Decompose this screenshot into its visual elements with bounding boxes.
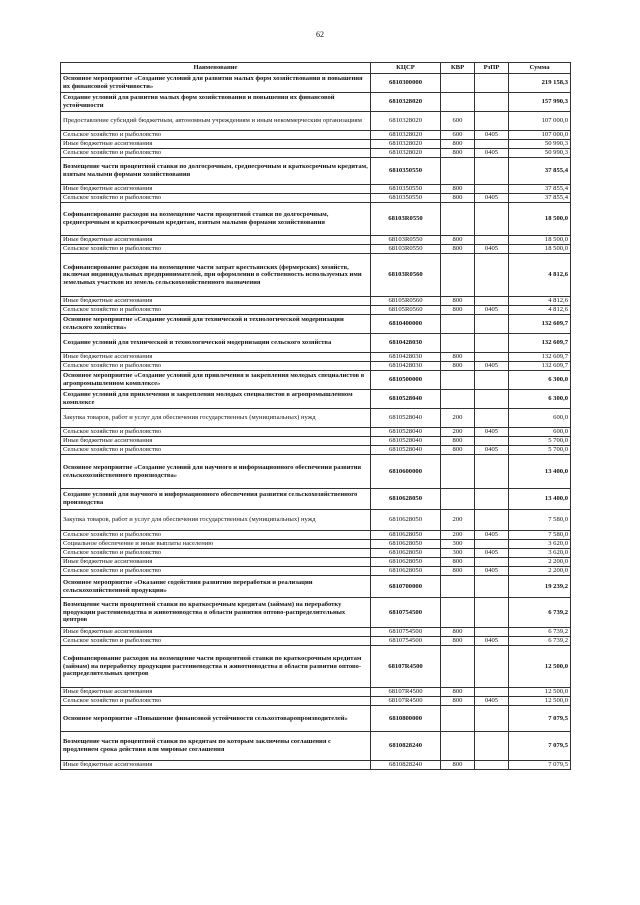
cell-kcsr: 68105R0560	[371, 297, 441, 306]
table-row	[61, 540, 571, 549]
cell-sum: 5 700,0	[509, 446, 571, 455]
table-row	[61, 446, 571, 455]
cell-kvr: 800	[441, 362, 475, 371]
cell-name: Иные бюджетные ассигнования	[61, 353, 371, 362]
cell-sum: 132 609,7	[509, 315, 571, 334]
cell-rzpr	[475, 437, 509, 446]
cell-sum: 7 580,0	[509, 510, 571, 531]
table-row	[61, 549, 571, 558]
cell-sum: 7 079,5	[509, 706, 571, 732]
cell-rzpr: 0405	[475, 245, 509, 254]
cell-kvr: 200	[441, 531, 475, 540]
table-row	[61, 306, 571, 315]
cell-sum: 37 855,4	[509, 158, 571, 185]
cell-rzpr: 0405	[475, 306, 509, 315]
cell-name: Возмещение части процентной ставки по долгосрочным, среднесрочным и краткосрочным кредитам, взятым малыми формами хозяйствования	[61, 158, 371, 185]
cell-kcsr: 6810754500	[371, 637, 441, 646]
cell-kvr: 300	[441, 549, 475, 558]
cell-kvr: 800	[441, 688, 475, 697]
cell-rzpr	[475, 203, 509, 236]
cell-sum: 37 855,4	[509, 194, 571, 203]
cell-rzpr	[475, 140, 509, 149]
table-row	[61, 185, 571, 194]
cell-sum: 19 239,2	[509, 576, 571, 598]
table-header-row	[61, 63, 571, 74]
cell-name: Сельское хозяйство и рыболовство	[61, 245, 371, 254]
cell-rzpr	[475, 112, 509, 131]
cell-sum: 219 158,3	[509, 74, 571, 93]
cell-kcsr: 6810328020	[371, 140, 441, 149]
table-row	[61, 353, 571, 362]
cell-name: Сельское хозяйство и рыболовство	[61, 446, 371, 455]
cell-kcsr: 6810428030	[371, 334, 441, 353]
cell-name: Возмещение части процентной ставки по кредитам по которым заключены соглашения с продлением срока действия или мировые соглашения	[61, 732, 371, 761]
cell-name: Социальное обеспечение и иные выплаты населению	[61, 540, 371, 549]
table-row	[61, 362, 571, 371]
cell-rzpr	[475, 576, 509, 598]
cell-kvr: 800	[441, 567, 475, 576]
cell-kvr: 800	[441, 236, 475, 245]
cell-name: Сельское хозяйство и рыболовство	[61, 131, 371, 140]
cell-rzpr: 0405	[475, 549, 509, 558]
cell-sum: 6 300,0	[509, 390, 571, 409]
cell-name: Иные бюджетные ассигнования	[61, 437, 371, 446]
table-row	[61, 158, 571, 185]
cell-kcsr: 6810828240	[371, 761, 441, 770]
cell-kcsr: 68105R0560	[371, 306, 441, 315]
cell-sum: 7 079,5	[509, 761, 571, 770]
cell-rzpr	[475, 315, 509, 334]
cell-name: Софинансирование расходов на возмещение части процентной ставки по долгосрочным, среднесрочным и краткосрочным кредитам, взятым малыми формами хозяйствования	[61, 203, 371, 236]
table-row	[61, 576, 571, 598]
cell-kcsr: 6810328020	[371, 131, 441, 140]
cell-sum: 5 700,0	[509, 437, 571, 446]
cell-kcsr: 6810428030	[371, 362, 441, 371]
cell-rzpr	[475, 297, 509, 306]
cell-kcsr: 6810528040	[371, 390, 441, 409]
cell-kvr	[441, 489, 475, 510]
table-row	[61, 203, 571, 236]
cell-kcsr: 6810500000	[371, 371, 441, 390]
cell-rzpr	[475, 236, 509, 245]
cell-name: Основное мероприятие «Создание условий для развития малых форм хозяйствования и повышения их финансовой устойчивости»	[61, 74, 371, 93]
cell-name: Иные бюджетные ассигнования	[61, 558, 371, 567]
cell-kvr	[441, 576, 475, 598]
cell-kvr: 800	[441, 194, 475, 203]
table-body	[61, 74, 571, 770]
cell-kvr: 800	[441, 437, 475, 446]
table-row	[61, 510, 571, 531]
cell-kcsr: 6810528040	[371, 437, 441, 446]
header-kvr: КВР	[441, 63, 475, 74]
cell-kcsr: 6810328020	[371, 149, 441, 158]
table-row	[61, 428, 571, 437]
cell-kvr	[441, 732, 475, 761]
cell-name: Иные бюджетные ассигнования	[61, 688, 371, 697]
cell-sum: 18 500,0	[509, 236, 571, 245]
cell-sum: 157 990,3	[509, 93, 571, 112]
cell-rzpr: 0405	[475, 567, 509, 576]
cell-name: Сельское хозяйство и рыболовство	[61, 362, 371, 371]
cell-rzpr: 0405	[475, 428, 509, 437]
cell-kvr: 200	[441, 428, 475, 437]
cell-rzpr: 0405	[475, 194, 509, 203]
cell-kcsr: 6810628050	[371, 549, 441, 558]
cell-name: Сельское хозяйство и рыболовство	[61, 149, 371, 158]
cell-rzpr	[475, 688, 509, 697]
cell-name: Сельское хозяйство и рыболовство	[61, 531, 371, 540]
cell-sum: 4 812,6	[509, 297, 571, 306]
header-name: Наименование	[61, 63, 371, 74]
cell-kvr	[441, 315, 475, 334]
header-rzpr: РзПР	[475, 63, 509, 74]
cell-rzpr	[475, 732, 509, 761]
cell-kcsr: 6810528040	[371, 446, 441, 455]
cell-rzpr	[475, 628, 509, 637]
cell-sum: 4 812,6	[509, 306, 571, 315]
table-row	[61, 254, 571, 297]
page-number: 62	[316, 30, 324, 39]
table-row	[61, 112, 571, 131]
cell-rzpr	[475, 540, 509, 549]
cell-rzpr	[475, 489, 509, 510]
cell-rzpr: 0405	[475, 131, 509, 140]
cell-rzpr	[475, 409, 509, 428]
cell-kcsr: 6810600000	[371, 455, 441, 489]
cell-name: Сельское хозяйство и рыболовство	[61, 567, 371, 576]
table-row	[61, 245, 571, 254]
cell-kvr: 200	[441, 510, 475, 531]
cell-kcsr: 6810628050	[371, 489, 441, 510]
cell-sum: 6 739,2	[509, 637, 571, 646]
cell-name: Закупка товаров, работ и услуг для обеспечения государственных (муниципальных) нужд	[61, 510, 371, 531]
cell-kvr: 800	[441, 185, 475, 194]
table-row	[61, 93, 571, 112]
cell-kcsr: 6810328020	[371, 93, 441, 112]
cell-sum: 50 990,3	[509, 149, 571, 158]
cell-sum: 132 609,7	[509, 334, 571, 353]
cell-kcsr: 6810300000	[371, 74, 441, 93]
cell-name: Сельское хозяйство и рыболовство	[61, 549, 371, 558]
table-row	[61, 637, 571, 646]
cell-kcsr: 6810628050	[371, 531, 441, 540]
cell-sum: 600,0	[509, 428, 571, 437]
cell-name: Сельское хозяйство и рыболовство	[61, 306, 371, 315]
cell-kcsr: 6810350550	[371, 194, 441, 203]
cell-kcsr: 68103R0560	[371, 254, 441, 297]
table-row	[61, 567, 571, 576]
cell-name: Софинансирование расходов на возмещение части процентной ставки по краткосрочным кредитам (займам) на переработку продукции растениеводства и животноводства в области развития оптово-распределительных центров	[61, 646, 371, 688]
cell-name: Основное мероприятие «Создание условий для технической и технологической модернизации сельского хозяйства»	[61, 315, 371, 334]
cell-sum: 37 855,4	[509, 185, 571, 194]
cell-sum: 12 500,0	[509, 646, 571, 688]
cell-rzpr	[475, 646, 509, 688]
table-row	[61, 628, 571, 637]
cell-kvr	[441, 598, 475, 628]
cell-rzpr	[475, 334, 509, 353]
cell-kvr: 800	[441, 245, 475, 254]
cell-sum: 132 609,7	[509, 353, 571, 362]
cell-kcsr: 68107R4500	[371, 688, 441, 697]
cell-kcsr: 68103R0550	[371, 245, 441, 254]
cell-rzpr	[475, 185, 509, 194]
cell-name: Иные бюджетные ассигнования	[61, 761, 371, 770]
cell-rzpr	[475, 390, 509, 409]
cell-kcsr: 6810700000	[371, 576, 441, 598]
cell-rzpr	[475, 93, 509, 112]
cell-kcsr: 6810828240	[371, 732, 441, 761]
cell-kcsr: 68103R0550	[371, 236, 441, 245]
cell-sum: 132 609,7	[509, 362, 571, 371]
cell-kvr	[441, 74, 475, 93]
cell-kcsr: 6810628050	[371, 540, 441, 549]
table-row	[61, 697, 571, 706]
table-row	[61, 194, 571, 203]
cell-name: Создание условий для развития малых форм хозяйствования и повышения их финансовой устойчивости	[61, 93, 371, 112]
cell-sum: 7 580,0	[509, 531, 571, 540]
budget-table	[60, 62, 571, 770]
table-row	[61, 409, 571, 428]
cell-kvr: 800	[441, 446, 475, 455]
cell-kcsr: 68103R0550	[371, 203, 441, 236]
cell-kcsr: 6810754500	[371, 598, 441, 628]
cell-kvr	[441, 93, 475, 112]
cell-name: Иные бюджетные ассигнования	[61, 140, 371, 149]
cell-kcsr: 6810328020	[371, 112, 441, 131]
cell-sum: 18 500,0	[509, 203, 571, 236]
cell-name: Создание условий для научного и информационного обеспечения развития сельскохозяйственного производства	[61, 489, 371, 510]
cell-rzpr	[475, 455, 509, 489]
cell-kcsr: 6810628050	[371, 567, 441, 576]
table-row	[61, 706, 571, 732]
table-row	[61, 236, 571, 245]
cell-kvr	[441, 158, 475, 185]
cell-rzpr: 0405	[475, 362, 509, 371]
cell-rzpr: 0405	[475, 531, 509, 540]
cell-rzpr	[475, 74, 509, 93]
cell-sum: 3 620,0	[509, 540, 571, 549]
cell-name: Сельское хозяйство и рыболовство	[61, 637, 371, 646]
cell-rzpr	[475, 558, 509, 567]
cell-name: Иные бюджетные ассигнования	[61, 185, 371, 194]
cell-name: Создание условий для привлечения и закрепления молодых специалистов в агропромышленном комплексе	[61, 390, 371, 409]
table-row	[61, 140, 571, 149]
cell-rzpr: 0405	[475, 149, 509, 158]
table-row	[61, 489, 571, 510]
cell-sum: 6 300,0	[509, 371, 571, 390]
cell-sum: 6 739,2	[509, 598, 571, 628]
table-row	[61, 688, 571, 697]
cell-sum: 6 739,2	[509, 628, 571, 637]
cell-kvr: 600	[441, 112, 475, 131]
cell-sum: 50 990,3	[509, 140, 571, 149]
cell-kvr: 800	[441, 306, 475, 315]
cell-name: Софинансирование расходов на возмещение части затрат крестьянских (фермерских) хозяйств, включая индивидуальных предпринимателей, при оформлении в собственность используемых ими земельных участков из земель сельскохозяйственного назначения	[61, 254, 371, 297]
cell-kvr: 800	[441, 761, 475, 770]
cell-name: Сельское хозяйство и рыболовство	[61, 428, 371, 437]
table-row	[61, 297, 571, 306]
header-sum: Сумма	[509, 63, 571, 74]
cell-name: Основное мероприятие «Оказание содействия развитию переработки и реализации сельскохозяйственной продукции»	[61, 576, 371, 598]
cell-rzpr	[475, 761, 509, 770]
table-row	[61, 315, 571, 334]
cell-kvr: 800	[441, 140, 475, 149]
table-row	[61, 131, 571, 140]
table-row	[61, 646, 571, 688]
cell-rzpr	[475, 510, 509, 531]
cell-sum: 18 500,0	[509, 245, 571, 254]
cell-rzpr: 0405	[475, 637, 509, 646]
cell-kcsr: 6810428030	[371, 353, 441, 362]
cell-rzpr	[475, 254, 509, 297]
cell-kcsr: 68107R4500	[371, 697, 441, 706]
cell-name: Предоставление субсидий бюджетным, автономным учреждениям и иным некоммерческим организациям	[61, 112, 371, 131]
cell-kvr: 800	[441, 353, 475, 362]
table-row	[61, 558, 571, 567]
cell-sum: 3 620,0	[509, 549, 571, 558]
cell-kcsr: 6810400000	[371, 315, 441, 334]
table-row	[61, 149, 571, 158]
cell-rzpr	[475, 353, 509, 362]
table-row	[61, 531, 571, 540]
cell-rzpr: 0405	[475, 697, 509, 706]
cell-kvr: 800	[441, 558, 475, 567]
cell-kvr	[441, 390, 475, 409]
table-row	[61, 761, 571, 770]
cell-sum: 13 400,0	[509, 489, 571, 510]
cell-kvr: 300	[441, 540, 475, 549]
cell-name: Основное мероприятие «Повышение финансовой устойчивости сельхозтоваропроизводителей»	[61, 706, 371, 732]
cell-kvr: 600	[441, 131, 475, 140]
cell-kvr	[441, 646, 475, 688]
cell-kcsr: 6810350550	[371, 185, 441, 194]
cell-kvr: 800	[441, 637, 475, 646]
cell-sum: 600,0	[509, 409, 571, 428]
cell-kcsr: 6810628050	[371, 558, 441, 567]
cell-name: Иные бюджетные ассигнования	[61, 628, 371, 637]
cell-kvr: 200	[441, 409, 475, 428]
table-row	[61, 455, 571, 489]
cell-kvr: 800	[441, 149, 475, 158]
cell-kvr	[441, 706, 475, 732]
cell-kvr: 800	[441, 628, 475, 637]
table-row	[61, 437, 571, 446]
cell-sum: 12 500,0	[509, 688, 571, 697]
table-row	[61, 390, 571, 409]
cell-sum: 13 400,0	[509, 455, 571, 489]
cell-rzpr	[475, 371, 509, 390]
cell-rzpr: 0405	[475, 446, 509, 455]
cell-kvr	[441, 455, 475, 489]
table-row	[61, 334, 571, 353]
cell-name: Возмещение части процентной ставки по краткосрочным кредитам (займам) на переработку продукции растениеводства и животноводства в области развития оптово-распределительных центров	[61, 598, 371, 628]
table-row	[61, 732, 571, 761]
cell-kcsr: 6810350550	[371, 158, 441, 185]
cell-sum: 107 000,0	[509, 131, 571, 140]
cell-name: Сельское хозяйство и рыболовство	[61, 194, 371, 203]
cell-name: Закупка товаров, работ и услуг для обеспечения государственных (муниципальных) нужд	[61, 409, 371, 428]
cell-rzpr	[475, 706, 509, 732]
cell-kcsr: 6810800000	[371, 706, 441, 732]
cell-sum: 4 812,6	[509, 254, 571, 297]
table-row	[61, 598, 571, 628]
cell-name: Иные бюджетные ассигнования	[61, 236, 371, 245]
cell-name: Основное мероприятие «Создание условий для привлечения и закрепления молодых специалистов в агропромышленном комплексе»	[61, 371, 371, 390]
cell-kcsr: 6810628050	[371, 510, 441, 531]
cell-name: Создание условий для технической и технологической модернизации сельского хозяйства	[61, 334, 371, 353]
cell-rzpr	[475, 158, 509, 185]
cell-kvr: 800	[441, 297, 475, 306]
cell-sum: 107 000,0	[509, 112, 571, 131]
cell-sum: 12 500,0	[509, 697, 571, 706]
table-row	[61, 74, 571, 93]
cell-name: Основное мероприятие «Создание условий для научного и информационного обеспечения развития сельскохозяйственного производства»	[61, 455, 371, 489]
cell-kvr	[441, 203, 475, 236]
header-kcsr: КЦСР	[371, 63, 441, 74]
cell-sum: 2 200,0	[509, 558, 571, 567]
cell-kvr: 800	[441, 697, 475, 706]
cell-name: Иные бюджетные ассигнования	[61, 297, 371, 306]
cell-sum: 2 200,0	[509, 567, 571, 576]
cell-kvr	[441, 254, 475, 297]
cell-kvr	[441, 334, 475, 353]
cell-name: Сельское хозяйство и рыболовство	[61, 697, 371, 706]
cell-kcsr: 68107R4500	[371, 646, 441, 688]
cell-sum: 7 079,5	[509, 732, 571, 761]
table-row	[61, 371, 571, 390]
cell-kcsr: 6810528040	[371, 428, 441, 437]
cell-kvr	[441, 371, 475, 390]
cell-rzpr	[475, 598, 509, 628]
cell-kcsr: 6810528040	[371, 409, 441, 428]
cell-kcsr: 6810754500	[371, 628, 441, 637]
